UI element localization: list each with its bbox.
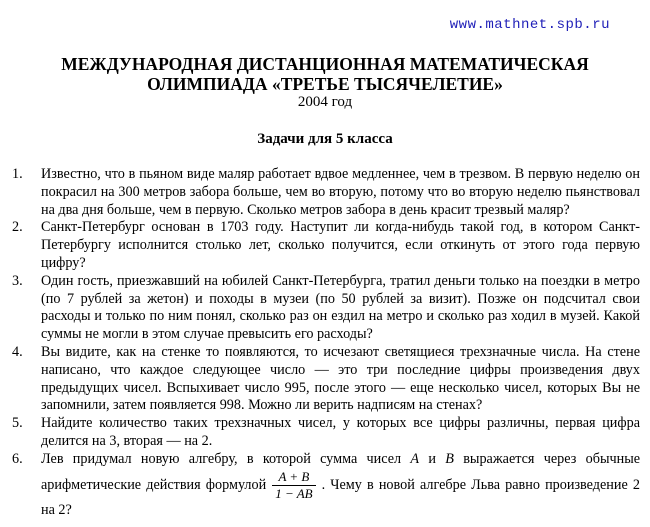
page-title-line2: ОЛИМПИАДА «ТРЕТЬЕ ТЫСЯЧЕЛЕТИЕ» bbox=[147, 74, 503, 94]
problem-number: 5. bbox=[12, 415, 23, 432]
variable-a: A bbox=[410, 450, 420, 467]
site-url: www.mathnet.spb.ru bbox=[449, 17, 610, 33]
problem-number: 2. bbox=[12, 219, 23, 236]
year-label: 2004 год bbox=[297, 94, 353, 110]
problem-number: 6. bbox=[12, 450, 23, 467]
problem-text: Найдите количество таких трехзначных чисел, у которых все цифры различны, первая цифра делится на 3, вторая — на 2. bbox=[41, 415, 640, 449]
problem-item-6 bbox=[12, 451, 640, 520]
problem-text: Вы видите, как на стенке то появляются, то исчезают светящиеся трехзначные числа. На стене написано, что каждое следующее число — это три последние цифры произведения двух предыдущих чисел. Вспыхивает число 995, после этого — еще несколько чисел, которых Вы не запомнили, затем появляется 998. Можно ли верить надписям на стенах? bbox=[41, 343, 640, 414]
conjunction: и bbox=[428, 450, 436, 467]
variable-b: B bbox=[445, 450, 454, 467]
formula-fraction bbox=[272, 469, 315, 502]
fraction-numerator: A + B bbox=[272, 469, 315, 486]
problem-number: 3. bbox=[12, 272, 23, 289]
problem-text: Известно, что в пьяном виде маляр работает вдвое медленнее, чем в трезвом. В первую неделю он покрасил на 300 метров забора больше, чем во вторую, потому что во вторую неделю пьянствовал на два дня больше, чем в первую. Сколько метров забора в день красит трезвый маляр? bbox=[41, 166, 640, 218]
problem6-text-after: . Чему в новой алгебре Льва равно произведение 2 на 2? bbox=[41, 476, 640, 518]
problem-item bbox=[12, 166, 640, 219]
problem6-text-before: Лев придумал новую алгебру, в которой сумма чисел bbox=[41, 450, 402, 467]
problem6-text-middle: выражается через обычные арифметические действия формулой bbox=[41, 450, 641, 493]
problem-number: 1. bbox=[12, 166, 23, 182]
problem-list bbox=[12, 166, 640, 519]
problem-item bbox=[12, 273, 640, 344]
problem-text bbox=[41, 451, 640, 520]
problem-item bbox=[12, 344, 640, 415]
problem-number: 4. bbox=[12, 343, 23, 360]
section-subtitle: Задачи для 5 класса bbox=[257, 131, 393, 147]
problem-text: Санкт-Петербург основан в 1703 году. Наступит ли когда-нибудь такой год, в котором Санкт-Петербургу исполнится столько лет, сколько получится, если откинуть от этого года первую цифру? bbox=[41, 219, 640, 271]
problem-item bbox=[12, 219, 640, 272]
fraction-denominator: 1 − AB bbox=[275, 485, 313, 501]
problem-text: Один гость, приезжавший на юбилей Санкт-Петербурга, тратил деньги только на поездки в метро (по 7 рублей за жетон) и походы в музеи (по 50 рублей за визит). Позже он подсчитал свои расходы и только по ним понял, сколько раз он ездил на метро и сколько раз ходил в музей. Какой суммы не могли в этом случае превысить его расходы? bbox=[41, 272, 640, 343]
problem-item bbox=[12, 415, 640, 451]
page-title-line1: МЕЖДУНАРОДНАЯ ДИСТАНЦИОННАЯ МАТЕМАТИЧЕСКАЯ bbox=[61, 54, 589, 74]
